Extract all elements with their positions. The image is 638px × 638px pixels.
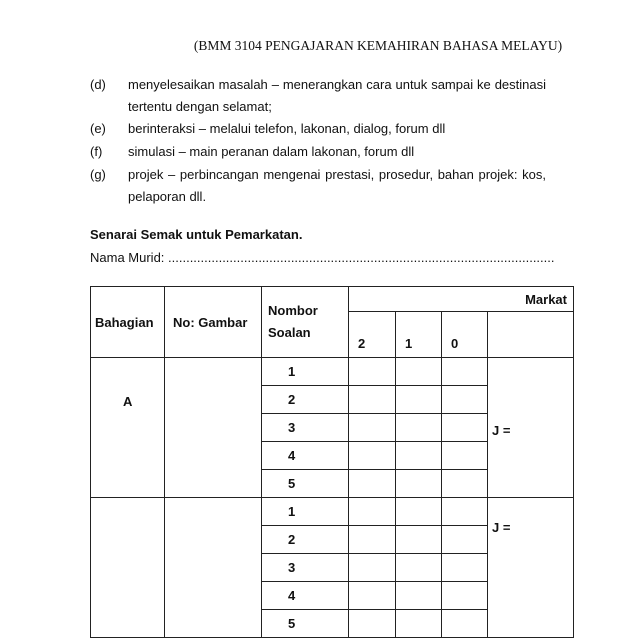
mark-cell-2[interactable] — [349, 386, 396, 414]
question-number: 2 — [262, 526, 349, 554]
mark-cell-2[interactable] — [349, 610, 396, 638]
header-nombor-soalan — [262, 287, 349, 358]
gambar-cell — [165, 498, 262, 638]
list-text: projek – perbincangan mengenai prestasi, prosedur, bahan projek: kos, — [128, 167, 546, 182]
header-nombor-line1: Nombor — [268, 303, 318, 318]
question-number: 2 — [262, 386, 349, 414]
mark-cell-0[interactable] — [442, 386, 488, 414]
group-total: J = — [488, 498, 574, 638]
header-markat: Markat — [349, 287, 574, 312]
mark-cell-0[interactable] — [442, 582, 488, 610]
mark-cell-2[interactable] — [349, 582, 396, 610]
list-text: berinteraksi – melalui telefon, lakonan, dialog, forum dll — [128, 121, 446, 136]
total-header-cell — [488, 312, 574, 358]
mark-cell-1[interactable] — [396, 442, 442, 470]
list-text: simulasi – main peranan dalam lakonan, forum dll — [128, 144, 415, 159]
group-total: J = — [488, 358, 574, 498]
header-no-gambar: No: Gambar — [165, 287, 262, 358]
mark-cell-0[interactable] — [442, 414, 488, 442]
group-label — [91, 498, 165, 638]
list-marker: (g) — [90, 167, 106, 182]
gambar-cell — [165, 358, 262, 498]
mark-cell-0[interactable] — [442, 526, 488, 554]
header-bahagian: Bahagian — [91, 287, 165, 358]
question-number: 5 — [262, 610, 349, 638]
marking-checklist-table — [90, 286, 574, 638]
group-label: A — [91, 358, 165, 498]
mark-cell-0[interactable] — [442, 554, 488, 582]
mark-cell-2[interactable] — [349, 442, 396, 470]
question-number: 3 — [262, 554, 349, 582]
mark-cell-2[interactable] — [349, 498, 396, 526]
mark-cell-2[interactable] — [349, 554, 396, 582]
list-marker: (f) — [90, 144, 103, 159]
list-text-continuation: tertentu dengan selamat; — [128, 99, 272, 114]
mark-cell-0[interactable] — [442, 498, 488, 526]
mark-cell-1[interactable] — [396, 610, 442, 638]
mark-cell-1[interactable] — [396, 358, 442, 386]
mark-cell-1[interactable] — [396, 414, 442, 442]
list-marker: (e) — [90, 121, 106, 136]
mark-cell-1[interactable] — [396, 386, 442, 414]
list-text: menyelesaikan masalah – menerangkan cara untuk sampai ke destinasi — [128, 77, 546, 92]
mark-cell-0[interactable] — [442, 610, 488, 638]
list-marker: (d) — [90, 77, 106, 92]
mark-cell-0[interactable] — [442, 358, 488, 386]
question-number: 1 — [262, 358, 349, 386]
question-number: 5 — [262, 470, 349, 498]
mark-cell-1[interactable] — [396, 498, 442, 526]
list-text-continuation: pelaporan dll. — [128, 189, 207, 204]
question-number: 1 — [262, 498, 349, 526]
mark-cell-2[interactable] — [349, 526, 396, 554]
header-mark-1: 1 — [396, 312, 442, 358]
header-nombor-line2: Soalan — [268, 325, 311, 340]
header-mark-2: 2 — [349, 312, 396, 358]
mark-cell-2[interactable] — [349, 470, 396, 498]
section-title: Senarai Semak untuk Pemarkatan. — [90, 227, 303, 242]
header-mark-0: 0 — [442, 312, 488, 358]
question-number: 4 — [262, 582, 349, 610]
question-number: 4 — [262, 442, 349, 470]
document-header: (BMM 3104 PENGAJARAN KEMAHIRAN BAHASA MELAYU) — [193, 38, 563, 53]
mark-cell-0[interactable] — [442, 470, 488, 498]
question-number: 3 — [262, 414, 349, 442]
student-name-field: Nama Murid: ........................................................................................................... — [90, 250, 555, 265]
mark-cell-1[interactable] — [396, 526, 442, 554]
mark-cell-1[interactable] — [396, 582, 442, 610]
mark-cell-1[interactable] — [396, 554, 442, 582]
mark-cell-0[interactable] — [442, 442, 488, 470]
mark-cell-2[interactable] — [349, 414, 396, 442]
mark-cell-2[interactable] — [349, 358, 396, 386]
mark-cell-1[interactable] — [396, 470, 442, 498]
